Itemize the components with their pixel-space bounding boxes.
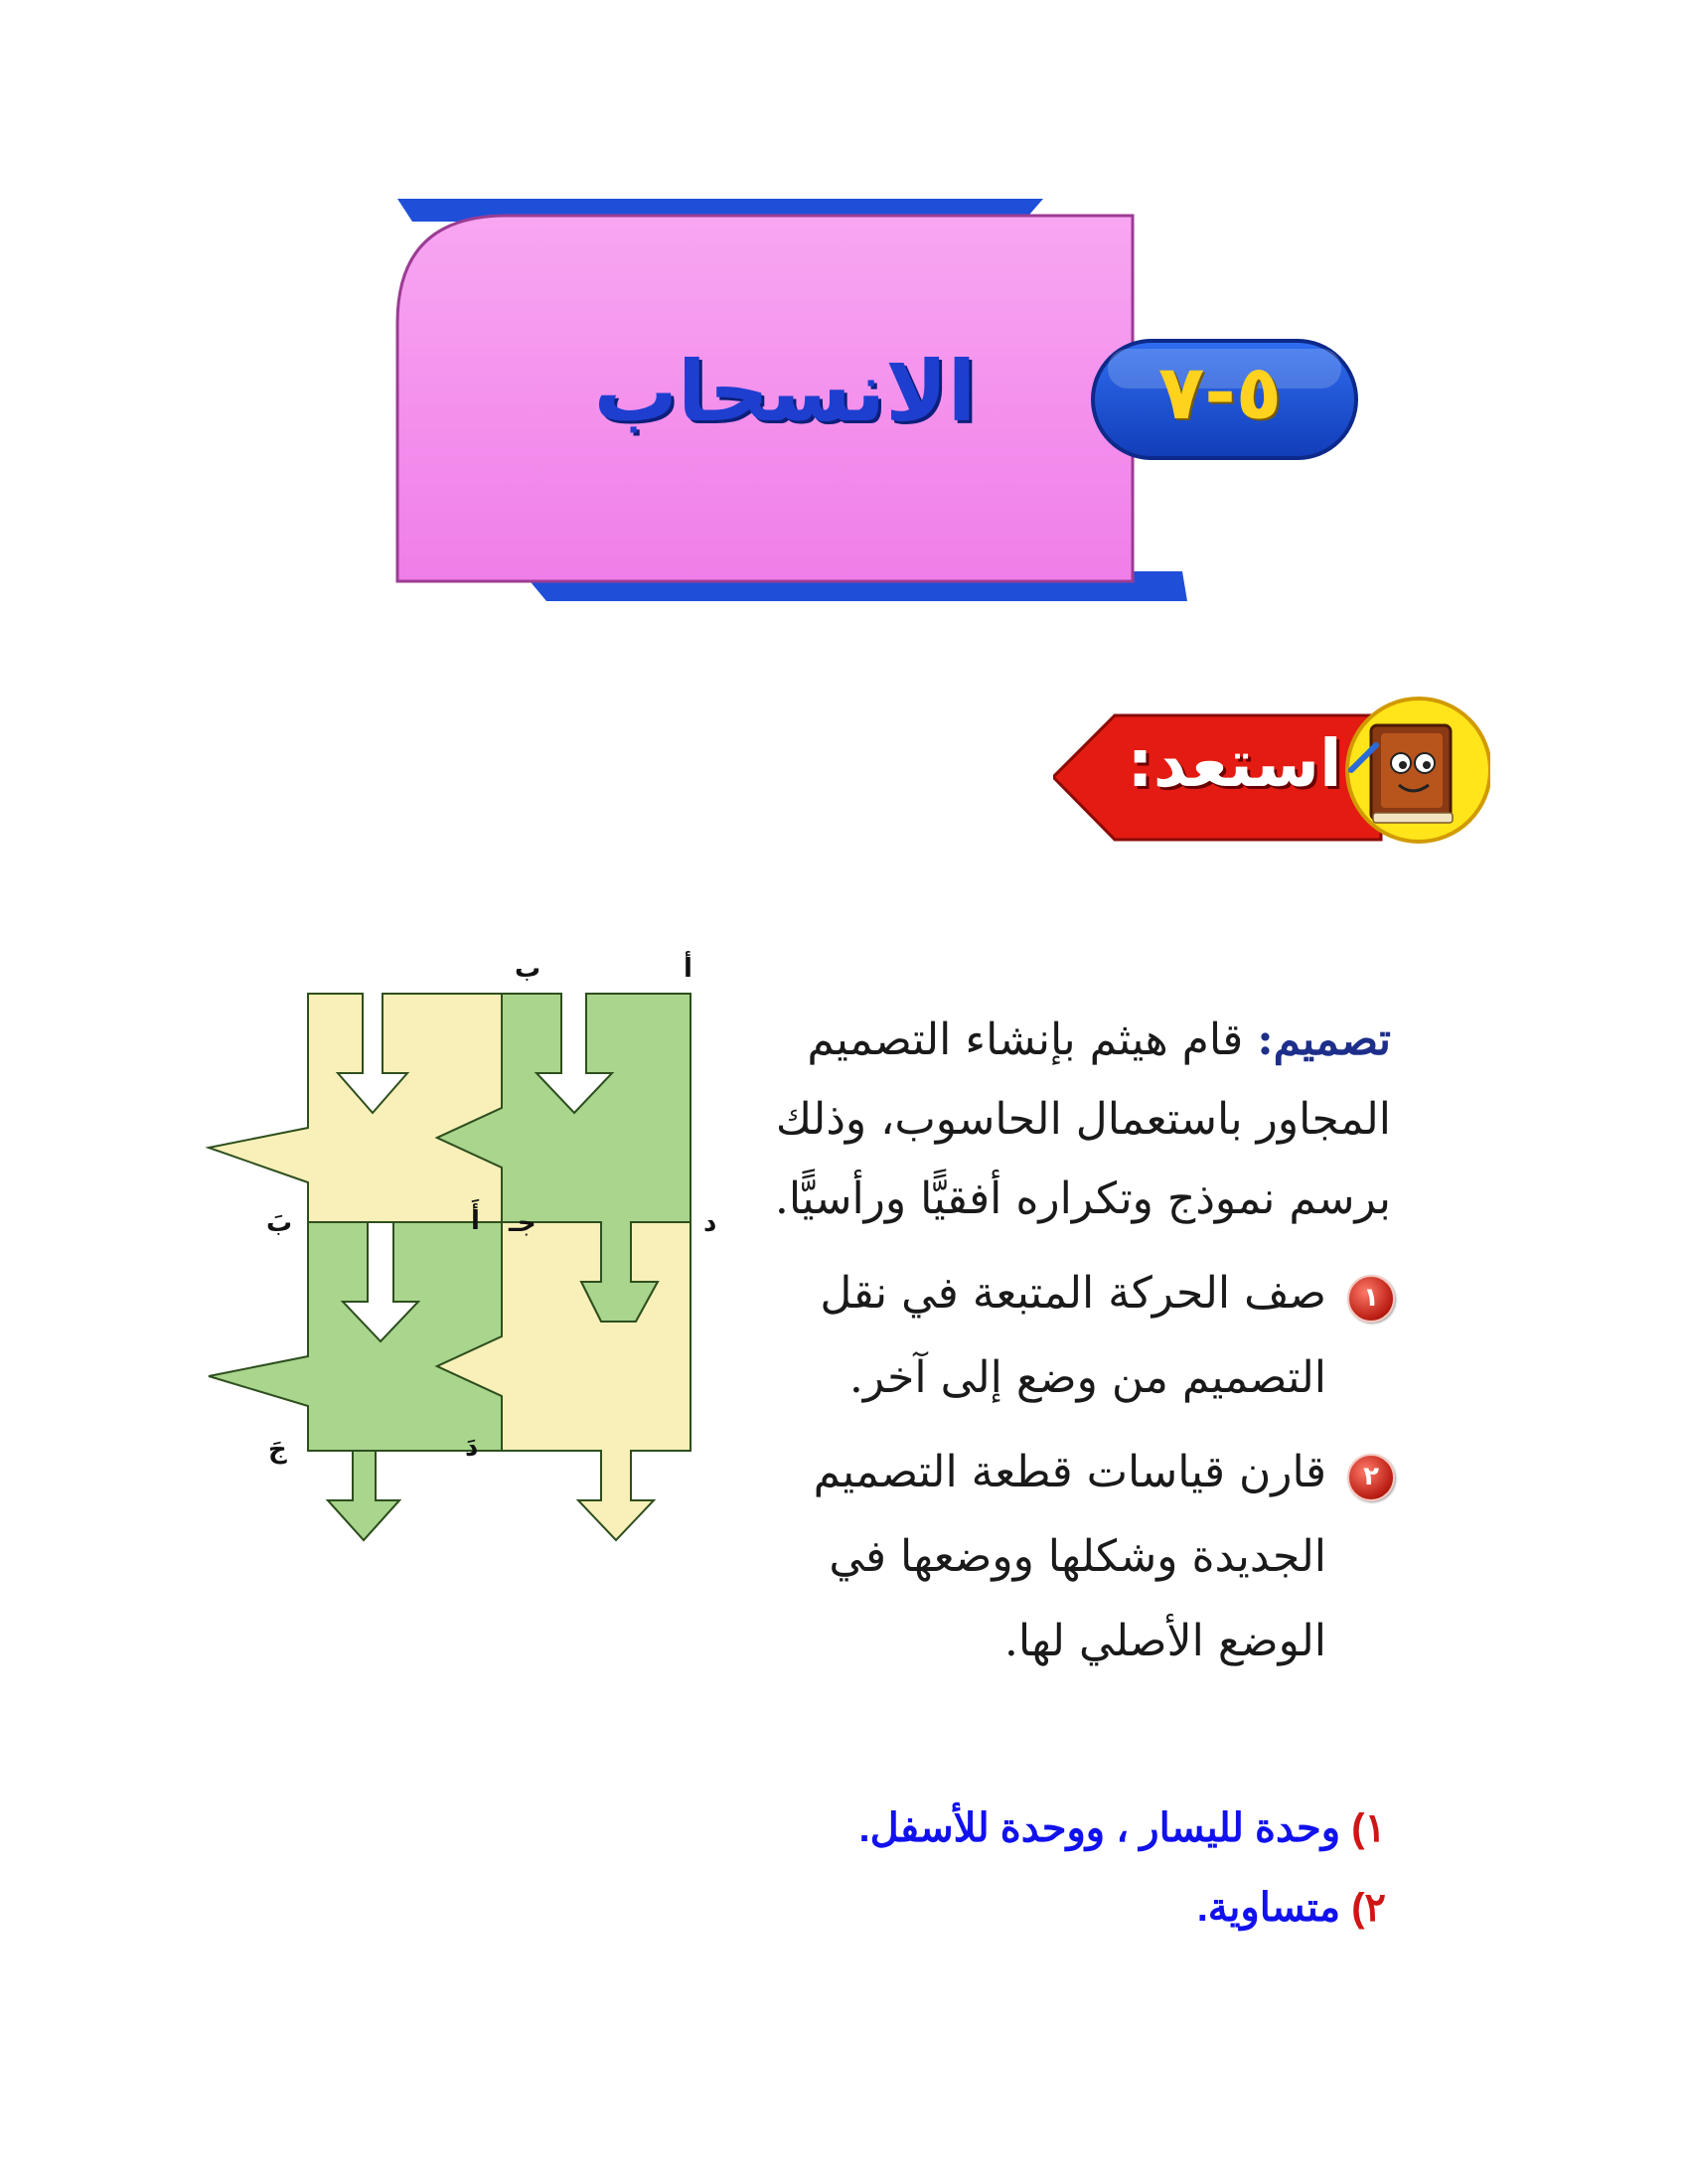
answer-1 xyxy=(691,1808,1386,1848)
vertex-label-j-prime: جَ xyxy=(268,1435,287,1465)
question-2-line-2: الجديدة وشكلها ووضعها في xyxy=(829,1531,1326,1582)
vertex-label-j: جـ xyxy=(509,1208,537,1238)
question-1-line-1: صف الحركة المتبعة في نقل xyxy=(820,1268,1326,1319)
question-1-line-2: التصميم من وضع إلى آخر. xyxy=(848,1352,1326,1403)
answer-1-text: وحدة لليسار ، ووحدة للأسفل. xyxy=(858,1806,1341,1850)
lesson-title: الانسحاب xyxy=(593,343,977,440)
intro-line-2: المجاور باستعمال الحاسوب، وذلك xyxy=(775,1094,1391,1145)
get-ready-label: استعد: xyxy=(1127,725,1342,802)
question-2-badge: ٢ xyxy=(1347,1454,1395,1501)
answer-2-text: متساوية. xyxy=(1196,1886,1341,1930)
intro-text-1: قام هيثم بإنشاء التصميم xyxy=(807,1014,1244,1065)
design-term: تصميم: xyxy=(1257,1014,1391,1065)
vertex-label-b-prime: بَ xyxy=(266,1208,293,1238)
answer-1-number: ١) xyxy=(1351,1806,1386,1850)
intro-line-1 xyxy=(676,1014,1391,1065)
question-2-line-3: الوضع الأصلي لها. xyxy=(1003,1616,1326,1666)
answer-2-number: ٢) xyxy=(1351,1886,1386,1930)
answer-2 xyxy=(691,1888,1386,1928)
vertex-label-a-prime: أَ xyxy=(471,1206,480,1236)
tile-green-bottom-arrow xyxy=(328,1451,399,1540)
vertex-label-b: ب xyxy=(515,954,541,984)
lesson-title-banner xyxy=(387,194,1371,606)
vertex-label-d-prime: دَ xyxy=(465,1433,479,1463)
tessellation-figure xyxy=(199,944,735,1580)
question-1-badge: ١ xyxy=(1347,1275,1395,1323)
intro-line-3: برسم نموذج وتكراره أفقيًّا ورأسيًّا. xyxy=(774,1173,1391,1224)
question-2-line-1: قارن قياسات قطعة التصميم xyxy=(813,1447,1326,1497)
get-ready-badge xyxy=(1053,686,1490,855)
vertex-label-a: أ xyxy=(684,954,692,984)
tile-yellow-top-left xyxy=(209,994,502,1222)
lesson-number: ٥-٧ xyxy=(1157,348,1283,436)
vertex-label-d: د xyxy=(703,1208,717,1238)
